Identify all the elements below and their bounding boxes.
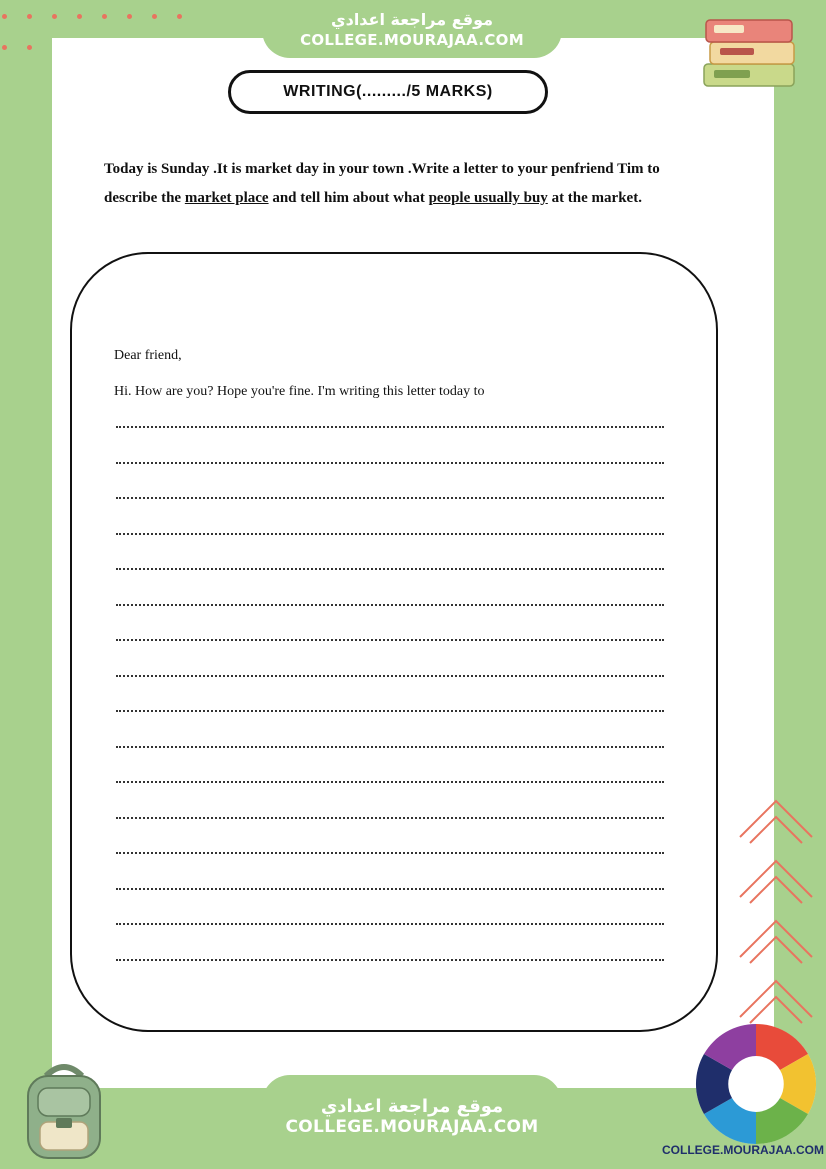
writing-line[interactable] — [116, 710, 664, 712]
writing-line[interactable] — [116, 639, 664, 641]
footer-tab — [262, 1075, 562, 1169]
writing-section-title: WRITING(........./5 MARKS) — [228, 70, 548, 114]
writing-line[interactable] — [116, 462, 664, 464]
instructions-underlined-people-buy: people usually buy — [428, 190, 548, 206]
instructions-part-1: Today is Sunday .It is market day in your town .Write a letter to your penfriend Tim to describe the — [104, 161, 660, 206]
writing-line[interactable] — [116, 604, 664, 606]
instructions-part-2: and tell him about what — [268, 190, 429, 206]
letter-answer-box — [70, 252, 718, 1032]
writing-line[interactable] — [116, 675, 664, 677]
letter-greeting: Dear friend, — [114, 348, 182, 363]
letter-opening-line: Hi. How are you? Hope you're fine. I'm writing this letter today to — [114, 384, 485, 399]
instructions-underlined-market-place: market place — [184, 190, 269, 206]
header-arabic-title: موقع مراجعة اعدادي — [330, 10, 494, 29]
school-logo-icon — [694, 1022, 818, 1146]
writing-line[interactable] — [116, 568, 664, 570]
writing-line[interactable] — [116, 888, 664, 890]
writing-line[interactable] — [116, 781, 664, 783]
backpack-icon — [16, 1058, 112, 1162]
writing-instructions — [104, 155, 684, 213]
writing-line[interactable] — [116, 746, 664, 748]
writing-line[interactable] — [116, 959, 664, 961]
writing-line[interactable] — [116, 497, 664, 499]
writing-line[interactable] — [116, 426, 664, 428]
writing-line[interactable] — [116, 533, 664, 535]
instructions-part-3: at the market. — [547, 190, 642, 206]
logo-site-name: COLLEGE.MOURAJAA.COM — [662, 1143, 824, 1157]
books-icon — [700, 12, 800, 92]
writing-line[interactable] — [116, 923, 664, 925]
chevron-up-decoration-icon — [736, 795, 816, 1035]
header-site-link[interactable]: COLLEGE.MOURAJAA.COM — [300, 31, 524, 49]
writing-line[interactable] — [116, 852, 664, 854]
writing-line[interactable] — [116, 817, 664, 819]
footer-arabic-title: موقع مراجعة اعدادي — [320, 1096, 504, 1117]
header-tab — [262, 0, 562, 58]
footer-site-link[interactable]: COLLEGE.MOURAJAA.COM — [285, 1117, 539, 1137]
